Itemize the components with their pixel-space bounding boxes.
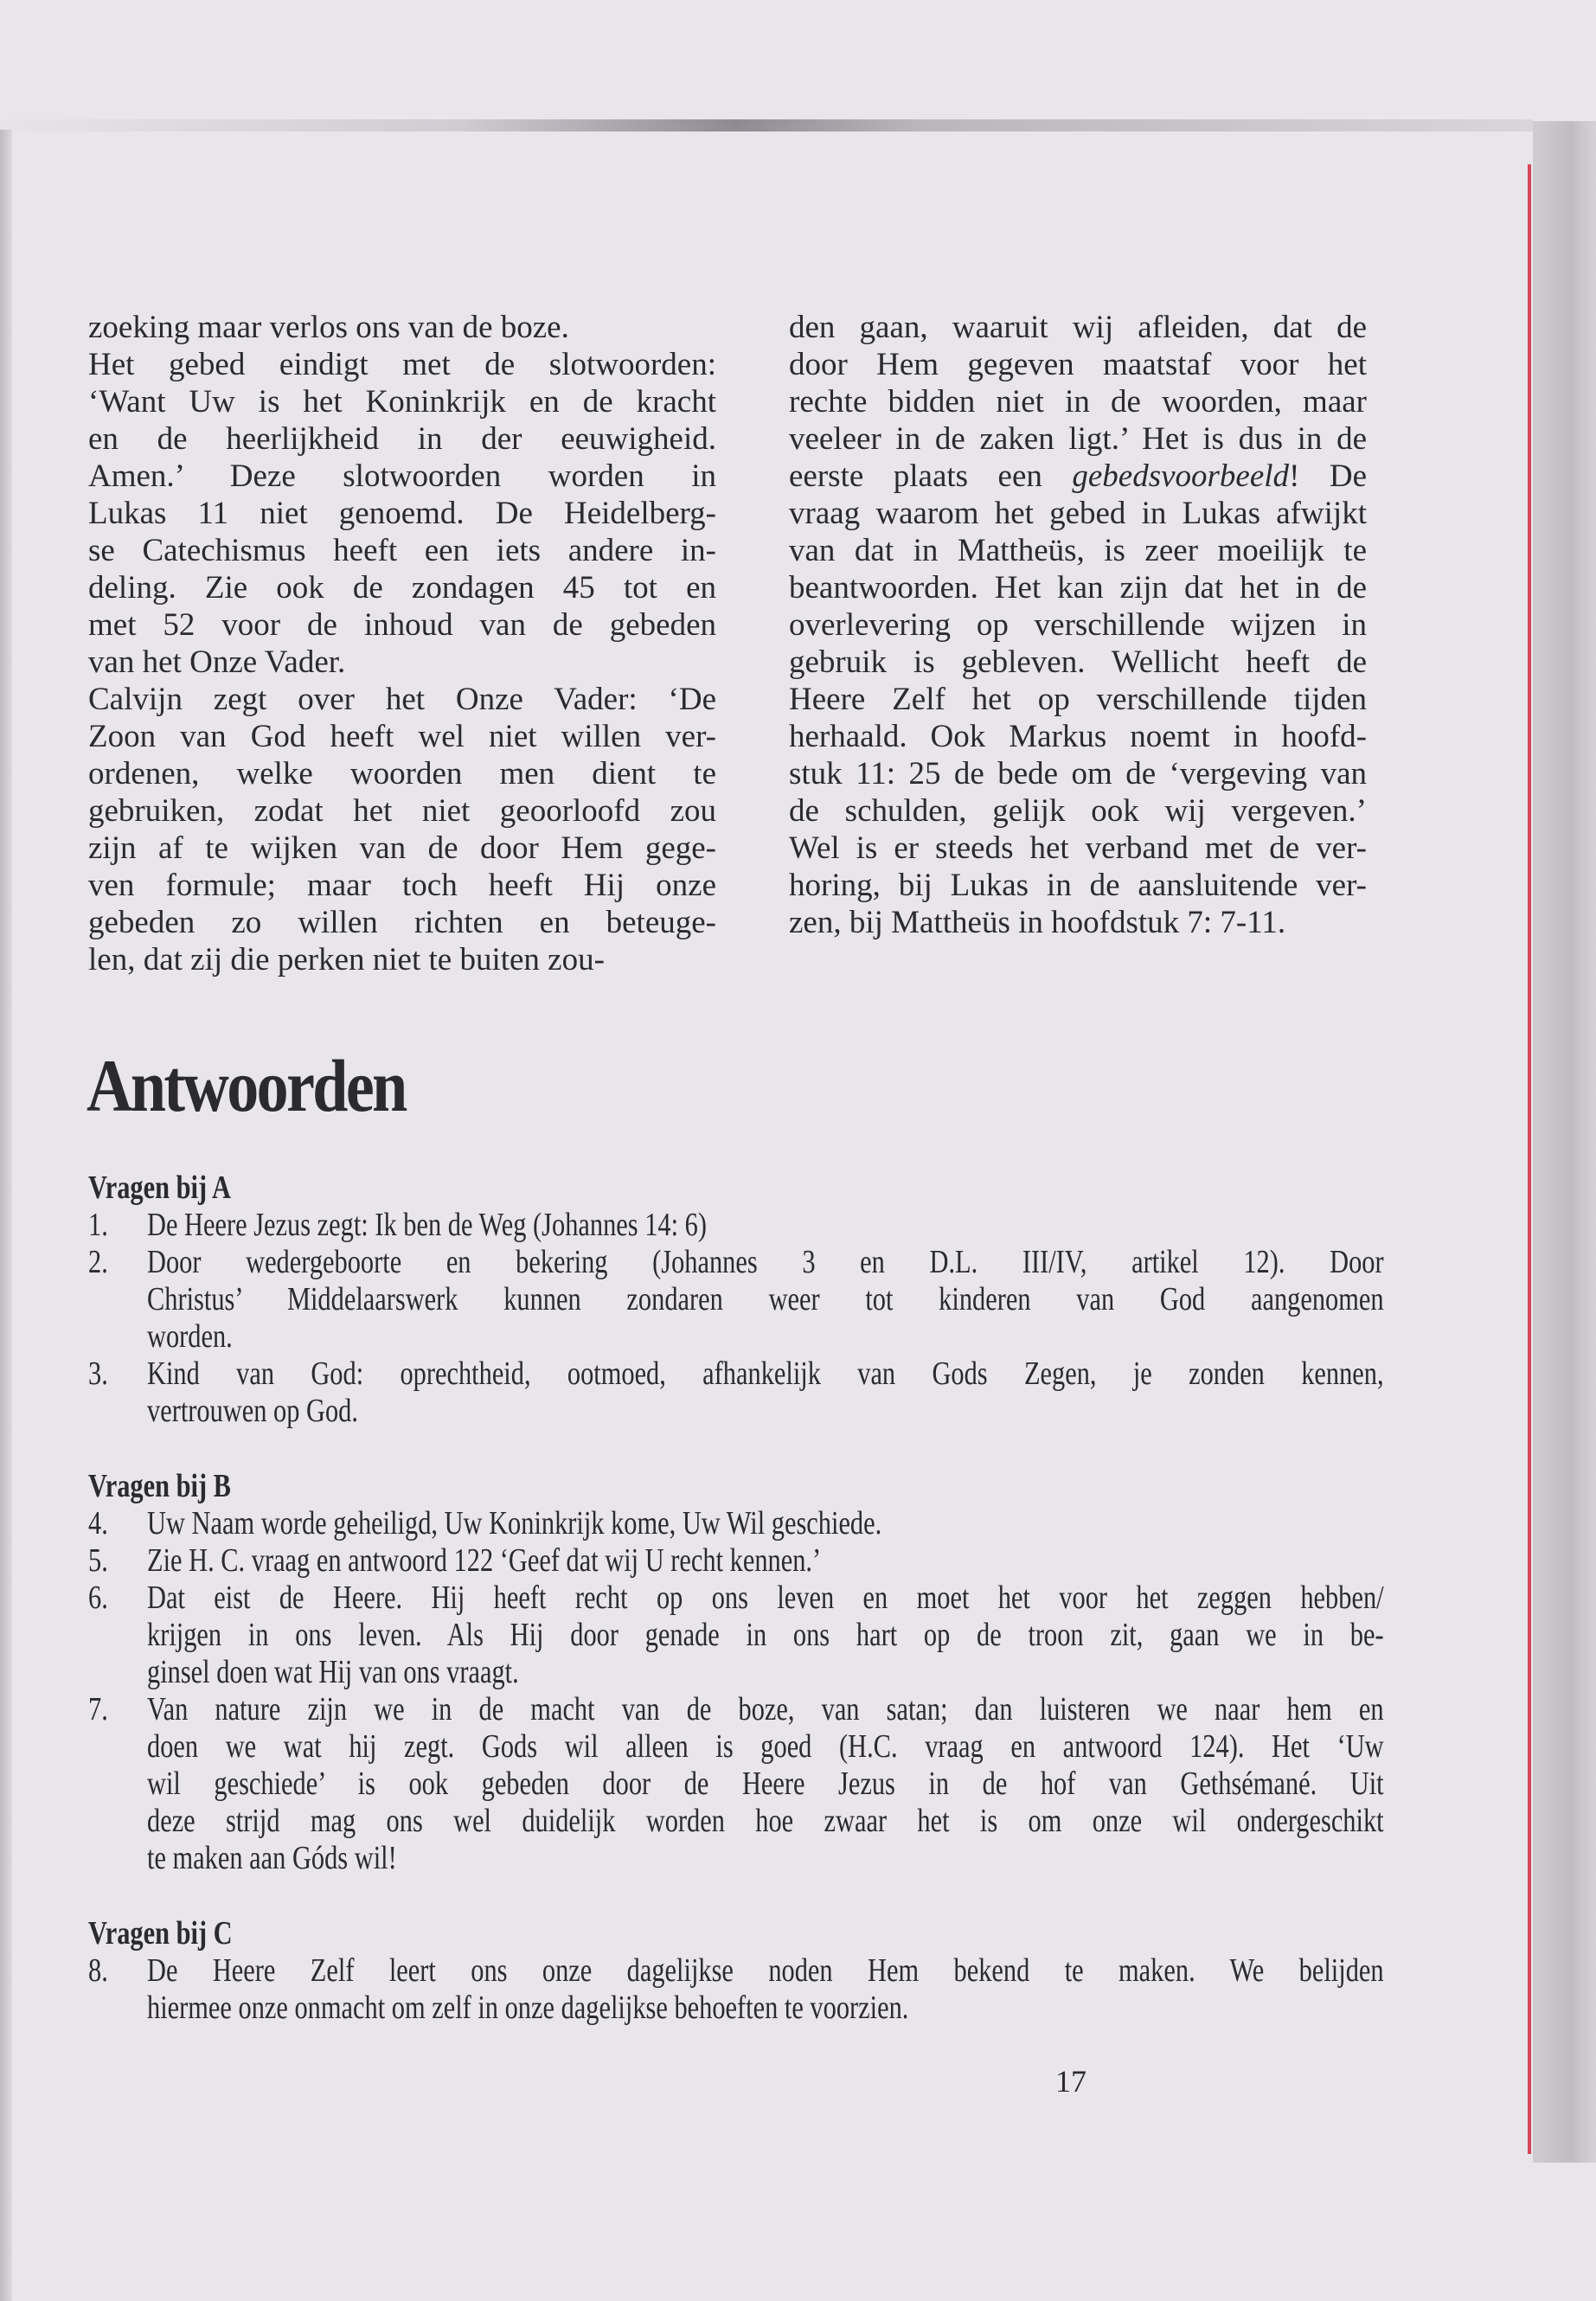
answer-text: De Heere Zelf leert ons onze dagelijkse noden Hem bekend te maken. We belijden: [147, 1952, 1384, 1989]
text-line: Calvijn zegt over het Onze Vader: ‘De: [88, 682, 716, 717]
text-line: len, dat zij die perken niet te buiten zou-: [88, 942, 605, 977]
answer-line: [88, 1952, 1384, 1990]
answer-number: 4.: [88, 1505, 108, 1541]
text-line: Lukas 11 niet genoemd. De Heidelberg-: [88, 496, 716, 531]
answer-line: [88, 1617, 1384, 1654]
text-line: Wel is er steeds het verband met de ver-: [789, 830, 1367, 866]
left-text-column: [88, 309, 716, 978]
answer-text: ginsel doen wat Hij van ons vraagt.: [147, 1654, 519, 1690]
answer-text: De Heere Jezus zegt: Ik ben de Weg (Johannes 14: 6): [147, 1207, 707, 1243]
answer-number: 5.: [88, 1542, 108, 1579]
section-heading: Antwoorden: [87, 1044, 406, 1127]
text-line: ven formule; maar toch heeft Hij onze: [88, 868, 716, 903]
text-line: gebruik is gebleven. Wellicht heeft de: [789, 644, 1367, 680]
answer-text: Dat eist de Heere. Hij heeft recht op ons leven en moet het voor het zeggen hebben/: [147, 1580, 1384, 1616]
answer-text: Zie H. C. vraag en antwoord 122 ‘Geef dat wij U recht kennen.’: [147, 1542, 822, 1579]
text-line: en de heerlijkheid in der eeuwigheid.: [88, 421, 716, 457]
answer-text: Kind van God: oprechtheid, ootmoed, afhankelijk van Gods Zegen, je zonden kennen,: [147, 1356, 1384, 1392]
answer-text: Van nature zijn we in de macht van de boze, van satan; dan luisteren we naar hem en: [147, 1691, 1384, 1727]
text-line: overlevering op verschillende wijzen in: [789, 607, 1367, 643]
answer-line: [88, 1207, 1384, 1244]
text-line: se Catechismus heeft een iets andere in-: [88, 533, 716, 568]
answer-number: 2.: [88, 1244, 108, 1280]
answer-line: [88, 1766, 1384, 1803]
text-line: deling. Zie ook de zondagen 45 tot en: [88, 570, 716, 606]
answer-line: [88, 1840, 1384, 1877]
section-spacer: [88, 1877, 1384, 1915]
text-line: gebeden zo willen richten en beteuge-: [88, 905, 716, 940]
answer-text: te maken aan Góds wil!: [147, 1840, 397, 1876]
answer-line: [88, 1505, 1384, 1542]
italic-emphasis: gebedsvoorbeeld: [1072, 458, 1290, 494]
answer-line: [88, 1728, 1384, 1766]
answer-number: 7.: [88, 1691, 108, 1727]
answer-line: [88, 1990, 1384, 2027]
answer-number: 1.: [88, 1207, 108, 1243]
text-line: [789, 458, 1367, 495]
answer-text: deze strijd mag ons wel duidelijk worden hoe zwaar het is om onze wil ondergeschikt: [147, 1803, 1384, 1839]
answer-line: [88, 1542, 1384, 1580]
text-line: herhaald. Ook Markus noemt in hoofd-: [789, 719, 1367, 754]
text-line: veeleer in de zaken ligt.’ Het is dus in de: [789, 421, 1367, 457]
scan-left-edge: [0, 130, 12, 2301]
text-line: beantwoorden. Het kan zijn dat het in de: [789, 570, 1367, 606]
section-title: Vragen bij B: [88, 1468, 231, 1504]
answer-line: [88, 1393, 1384, 1430]
text-line: rechte bidden niet in de woorden, maar: [789, 384, 1367, 420]
answer-text: wil geschiede’ is ook gebeden door de Heere Jezus in de hof van Gethsémané. Uit: [147, 1766, 1384, 1802]
text-line: ‘Want Uw is het Koninkrijk en de kracht: [88, 384, 716, 420]
answer-line: [88, 1356, 1384, 1393]
book-edge: [1533, 121, 1596, 2163]
answers-list: [88, 1170, 1384, 2027]
text-line: met 52 voor de inhoud van de gebeden: [88, 607, 716, 643]
text-segment: ! De: [1289, 458, 1368, 494]
answer-text: hiermee onze onmacht om zelf in onze dagelijkse behoeften te voorzien.: [147, 1990, 909, 2026]
answer-text: Door wedergeboorte en bekering (Johannes 3 en D.L. III/IV, artikel 12). Door: [147, 1244, 1384, 1280]
text-line: horing, bij Lukas in de aansluitende ver-: [789, 868, 1367, 903]
text-line: Het gebed eindigt met de slotwoorden:: [88, 347, 716, 382]
section-title: Vragen bij A: [88, 1170, 231, 1206]
text-line: zoeking maar verlos ons van de boze.: [88, 310, 569, 345]
answer-number: 3.: [88, 1356, 108, 1392]
page-edge-red-line: [1528, 164, 1531, 2154]
text-line: van het Onze Vader.: [88, 644, 346, 680]
right-text-column: [789, 309, 1367, 941]
text-line: van dat in Mattheüs, is zeer moeilijk te: [789, 533, 1367, 568]
scan-top-edge: [0, 119, 1533, 131]
answer-number: 6.: [88, 1580, 108, 1616]
text-line: zen, bij Mattheüs in hoofdstuk 7: 7-11.: [789, 905, 1286, 940]
answer-text: worden.: [147, 1318, 233, 1355]
answer-text: Uw Naam worde geheiligd, Uw Koninkrijk kome, Uw Wil geschiede.: [147, 1505, 882, 1541]
text-line: vraag waarom het gebed in Lukas afwijkt: [789, 496, 1367, 531]
text-line: den gaan, waaruit wij afleiden, dat de: [789, 310, 1367, 345]
text-line: Zoon van God heeft wel niet willen ver-: [88, 719, 716, 754]
text-line: Heere Zelf het op verschillende tijden: [789, 682, 1367, 717]
answer-line: [88, 1318, 1384, 1356]
answer-line: [88, 1281, 1384, 1318]
answer-number: 8.: [88, 1952, 108, 1989]
text-line: door Hem gegeven maatstaf voor het: [789, 347, 1367, 382]
answer-line: [88, 1580, 1384, 1617]
answer-line: [88, 1691, 1384, 1728]
section-title: Vragen bij C: [88, 1915, 233, 1952]
answer-text: Christus’ Middelaarswerk kunnen zondaren weer tot kinderen van God aangenomen: [147, 1281, 1384, 1317]
answer-line: [88, 1654, 1384, 1691]
answer-line: [88, 1803, 1384, 1840]
text-line: gebruiken, zodat het niet geoorloofd zou: [88, 793, 716, 829]
text-line: Amen.’ Deze slotwoorden worden in: [88, 458, 716, 494]
page-number: 17: [1055, 2064, 1086, 2099]
text-line: zijn af te wijken van de door Hem gege-: [88, 830, 716, 866]
answer-text: vertrouwen op God.: [147, 1393, 358, 1429]
text-segment: eerste plaats een: [789, 458, 1073, 494]
text-line: stuk 11: 25 de bede om de ‘vergeving van: [789, 756, 1367, 792]
section-spacer: [88, 1430, 1384, 1468]
answer-text: doen we wat hij zegt. Gods wil alleen is goed (H.C. vraag en antwoord 124). Het ‘Uw: [147, 1728, 1384, 1765]
text-line: ordenen, welke woorden men dient te: [88, 756, 716, 792]
answer-text: krijgen in ons leven. Als Hij door genade in ons hart op de troon zit, gaan we in be-: [147, 1617, 1384, 1653]
text-line: de schulden, gelijk ook wij vergeven.’: [789, 793, 1367, 829]
answer-line: [88, 1244, 1384, 1281]
